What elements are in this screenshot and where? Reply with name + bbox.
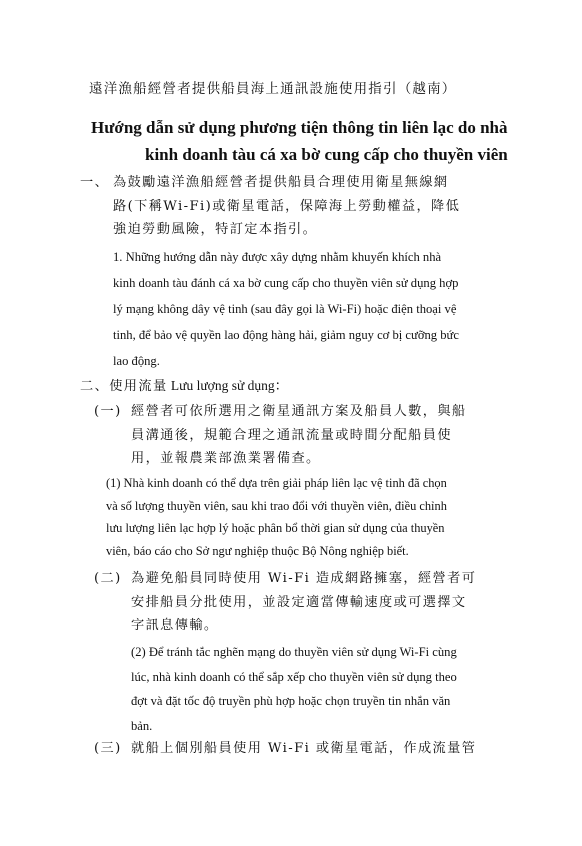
section-1-vi-line: 1. Những hướng dẫn này được xây dựng nhằm khuyến khích nhà <box>113 250 442 264</box>
item-1-vi <box>106 472 447 562</box>
section-1-vi <box>113 244 459 374</box>
item-1-number: (一) <box>94 404 122 419</box>
section-1-number: 一、 <box>80 175 110 190</box>
item-2-zh-line: 安排船員分批使用，並設定適當傳輸速度或可選擇文 <box>131 594 467 610</box>
section-2-heading <box>80 374 288 394</box>
section-1-zh-line: 路(下稱Wi-Fi)或衛星電話，保障海上勞動權益，降低 <box>113 198 461 214</box>
section-1-zh <box>113 171 460 242</box>
section-1-zh-line: 為鼓勵遠洋漁船經營者提供船員合理使用衛星無線網 <box>113 175 449 190</box>
item-1-vi-line: viên, báo cáo cho Sở ngư nghiệp thuộc Bộ Nông nghiệp biết. <box>106 543 409 558</box>
item-1-zh <box>131 400 467 471</box>
item-2-number: (二) <box>94 571 122 586</box>
item-1-zh-line: 員溝通後，規範合理之通訊流量或時間分配船員使 <box>131 427 452 443</box>
section-1-vi-line: kinh doanh tàu đánh cá xa bờ cung cấp cho thuyền viên sử dụng hợp <box>113 276 459 290</box>
item-2-vi <box>131 640 457 738</box>
item-2-zh-line: 為避免船員同時使用 Wi-Fi 造成網路擁塞，經營者可 <box>131 571 477 586</box>
section-1-vi-line: tinh, để bảo vệ quyền lao động hàng hải, giảm nguy cơ bị cưỡng bức <box>113 328 459 342</box>
item-2-vi-line: lúc, nhà kinh doanh có thể sắp xếp cho thuyền viên sử dụng theo <box>131 669 457 684</box>
item-3-zh <box>131 737 476 761</box>
section-2-heading-vi: Lưu lượng sử dụng： <box>167 378 289 393</box>
section-1-vi-line: lý mạng không dây vệ tinh (sau đây gọi là Wi-Fi) hoặc điện thoại vệ <box>113 302 457 316</box>
title-zh: 遠洋漁船經營者提供船員海上通訊設施使用指引（越南） <box>89 81 457 97</box>
title-vi-line-2: kinh doanh tàu cá xa bờ cung cấp cho thuyền viên <box>145 145 508 164</box>
item-1-vi-line: lưu lượng liên lạc hợp lý hoặc phân bổ thời gian sử dụng của thuyền <box>106 521 445 535</box>
item-3-zh-line: 就船上個別船員使用 Wi-Fi 或衛星電話，作成流量管 <box>131 741 477 756</box>
item-2-vi-line: bản. <box>131 718 153 733</box>
section-1-zh-line: 強迫勞動風險，特訂定本指引。 <box>113 222 318 237</box>
item-3-number: (三) <box>94 741 122 756</box>
section-2-number: 二、 <box>80 379 110 394</box>
title-vi-line-1: Hướng dẫn sử dụng phương tiện thông tin liên lạc do nhà <box>91 118 508 137</box>
item-1-vi-line: (1) Nhà kinh doanh có thể dựa trên giải pháp liên lạc vệ tinh đã chọn <box>106 476 447 490</box>
section-1-vi-line: lao động. <box>113 354 160 368</box>
item-1-vi-line: và số lượng thuyền viên, sau khi trao đổi với thuyền viên, điều chỉnh <box>106 498 447 513</box>
item-1-zh-line: 用，並報農業部漁業署備查。 <box>131 451 321 466</box>
item-1-zh-line: 經營者可依所選用之衛星通訊方案及船員人數，與船 <box>131 404 467 419</box>
item-2-zh-line: 字訊息傳輸。 <box>131 618 219 633</box>
item-2-vi-line: đợt và đặt tốc độ truyền phù hợp hoặc chọn truyền tin nhắn văn <box>131 694 451 708</box>
section-2-heading-zh: 使用流量 <box>109 379 168 394</box>
item-2-zh <box>131 567 476 638</box>
item-2-vi-line: (2) Để tránh tắc nghẽn mạng do thuyền viên sử dụng Wi-Fi cùng <box>131 645 457 659</box>
